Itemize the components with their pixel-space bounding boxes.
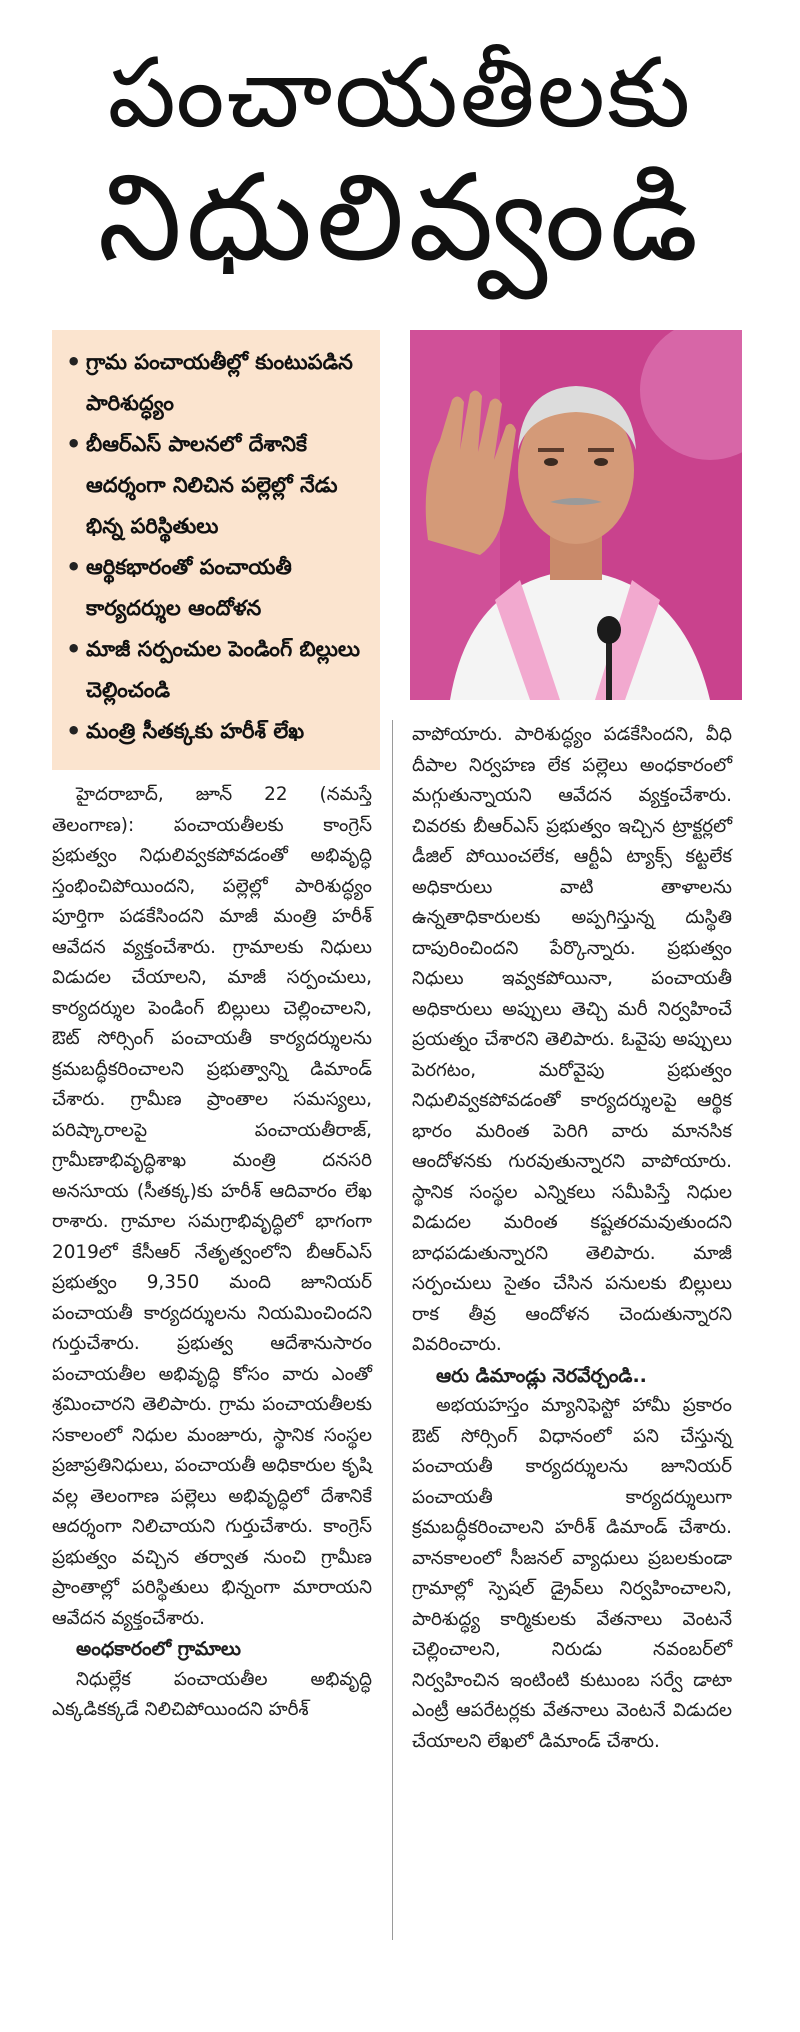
article-paragraph: హైదరాబాద్, జూన్ 22 (నమస్తే తెలంగాణ): పంచాయతీలకు కాంగ్రెస్ ప్రభుత్వం నిధులివ్వకపోవడంతో అభివృద్ధి స్తంభించిపోయిందని, పల్లెల్లో పారిశుద్ధ్యం పూర్తిగా పడకేసిందని మాజీ మంత్రి హరీశ్ ఆవేదన వ్యక్తంచేశారు. గ్రామాలకు నిధులు విడుదల చేయాలని, మాజీ సర్పంచులు, కార్యదర్శుల పెండింగ్ బిల్లులు చెల్లించాలని, ఔట్ సోర్సింగ్ పంచాయతీ కార్యదర్శులను క్రమబద్ధీకరించాలని ప్రభుత్వాన్ని డిమాండ్ చేశారు. గ్రామీణ ప్రాంతాల సమస్యలు, పరిష్కారాలపై పంచాయతీరాజ్, గ్రామీణాభివృద్ధిశాఖ మంత్రి దనసరి అనసూయ (సీతక్క)కు హరీశ్ ఆదివారం లేఖ రాశారు. గ్రామాల సమగ్రాభివృద్ధిలో భాగంగా 2019లో కేసీఆర్ నేతృత్వంలోని బీఆర్ఎస్ ప్రభుత్వం 9,350 మంది జూనియర్ పంచాయతీ కార్యదర్శులను నియమించిందని గుర్తుచేశారు. ప్రభుత్వ ఆదేశానుసారం పంచాయతీల అభివృద్ధి కోసం వారు ఎంతో శ్రమించారని తెలిపారు. గ్రామ పంచాయతీలకు సకాలంలో నిధుల మంజూరు, స్థానిక సంస్థల ప్రజాప్రతినిధులు, పంచాయతీ అధికారుల కృషి వల్ల తెలంగాణ పల్లెలు అభివృద్ధిలో దేశానికే ఆదర్శంగా నిలిచాయని గుర్తుచేశారు. కాంగ్రెస్ ప్రభుత్వం వచ్చిన తర్వాత నుంచి గ్రామీణ ప్రాంతాల్లో పరిస్థితులు భిన్నంగా మారాయని ఆవేదన వ్యక్తంచేశారు. [52,784,372,1629]
article-paragraph: నిధుల్లేక పంచాయతీల అభివృద్ధి ఎక్కడికక్కడే నిలిచిపోయిందని హరీశ్ [52,1668,372,1720]
article-paragraph: అభయహస్తం మ్యానిఫెస్టో హామీ ప్రకారం ఔట్ సోర్సింగ్ విధానంలో పని చేస్తున్న పంచాయతీ కార్యదర్శులను జూనియర్ పంచాయతీ కార్యదర్శులుగా క్రమబద్ధీకరించాలని హరీశ్ డిమాండ్ చేశారు. వానకాలంలో సీజనల్ వ్యాధులు ప్రబలకుండా గ్రామాల్లో స్పెషల్ డ్రైవ్‌లు నిర్వహించాలని, పారిశుద్ధ్య కార్మికులకు వేతనాలు వెంటనే చెల్లించాలని, నిరుడు నవంబర్‌లో నిర్వహించిన ఇంటింటి కుటుంబ సర్వే డాటా ఎంట్రీ ఆపరేటర్లకు వేతనాలు వెంటనే విడుదల చేయాలని లేఖలో డిమాండ్ చేశారు. [412,1395,732,1752]
headline-line-1: పంచాయతీలకు [107,37,693,149]
highlight-text: గ్రామ పంచాయతీల్లో కుంటుపడిన పారిశుద్ధ్యం [86,350,353,415]
headline-line-2: నిధులివ్వండి [97,148,703,288]
politician-photo-illustration [410,330,742,700]
article-paragraph: వాపోయారు. పారిశుద్ధ్యం పడకేసిందని, వీధి దీపాల నిర్వహణ లేక పల్లెలు అంధకారంలో మగ్గుతున్నాయని ఆవేదన వ్యక్తంచేశారు. చివరకు బీఆర్ఎస్ ప్రభుత్వం ఇచ్చిన ట్రాక్టర్లలో డీజిల్ పోయించలేక, ఆర్టీఏ ట్యాక్స్ కట్టలేక అధికారులు వాటి తాళాలను ఉన్నతాధికారులకు అప్పగిస్తున్న దుస్థితి దాపురించిందని పేర్కొన్నారు. ప్రభుత్వం నిధులు ఇవ్వకపోయినా, పంచాయతీ అధికారులు అప్పులు తెచ్చి మరీ నిర్వహించే ప్రయత్నం చేశారని తెలిపారు. ఓవైపు అప్పులు పెరగటం, మరోవైపు ప్రభుత్వం నిధులివ్వకపోవడంతో కార్యదర్శులపై ఆర్థిక భారం మరింత పెరిగి వారు మానసిక ఆందోళనకు గురవుతున్నారని వాపోయారు. స్థానిక సంస్థల ఎన్నికలు సమీపిస్తే నిధుల విడుదల మరింత కష్టతరమవుతుందని బాధపడుతున్నారని తెలిపారు. మాజీ సర్పంచులు సైతం చేసిన పనులకు బిల్లులు రాక తీవ్ర ఆందోళన చెందుతున్నారని వివరించారు. [412,724,732,1355]
highlight-item [64,424,370,547]
top-section [52,330,742,770]
bullet-icon: • [66,635,82,663]
highlight-text: ఆర్థికభారంతో పంచాయతీ కార్యదర్శుల ఆందోళన [86,555,292,620]
bullet-icon: • [66,553,82,581]
article-column-right [412,720,732,1757]
subheading: అంధకారంలో గ్రామాలు [76,1638,241,1660]
highlight-item [64,711,370,752]
article-column-left [52,780,372,1726]
highlight-item [64,547,370,629]
bullet-icon: • [66,430,82,458]
highlight-item [64,629,370,711]
headline [20,0,780,288]
highlight-text: మాజీ సర్పంచుల పెండింగ్ బిల్లులు చెల్లించండి [86,637,360,702]
bullet-icon: • [66,348,82,376]
highlight-item [64,342,370,424]
column-divider [392,720,393,1940]
bullet-icon: • [66,717,82,745]
subheading: ఆరు డిమాండ్లు నెరవేర్చండి.. [436,1364,647,1387]
highlight-text: మంత్రి సీతక్కకు హరీశ్ లేఖ [86,719,305,743]
politician-photo [410,330,742,700]
highlight-text: బీఆర్ఎస్ పాలనలో దేశానికే ఆదర్శంగా నిలిచిన పల్లెల్లో నేడు భిన్న పరిస్థితులు [86,432,338,538]
highlights-box [52,330,380,770]
